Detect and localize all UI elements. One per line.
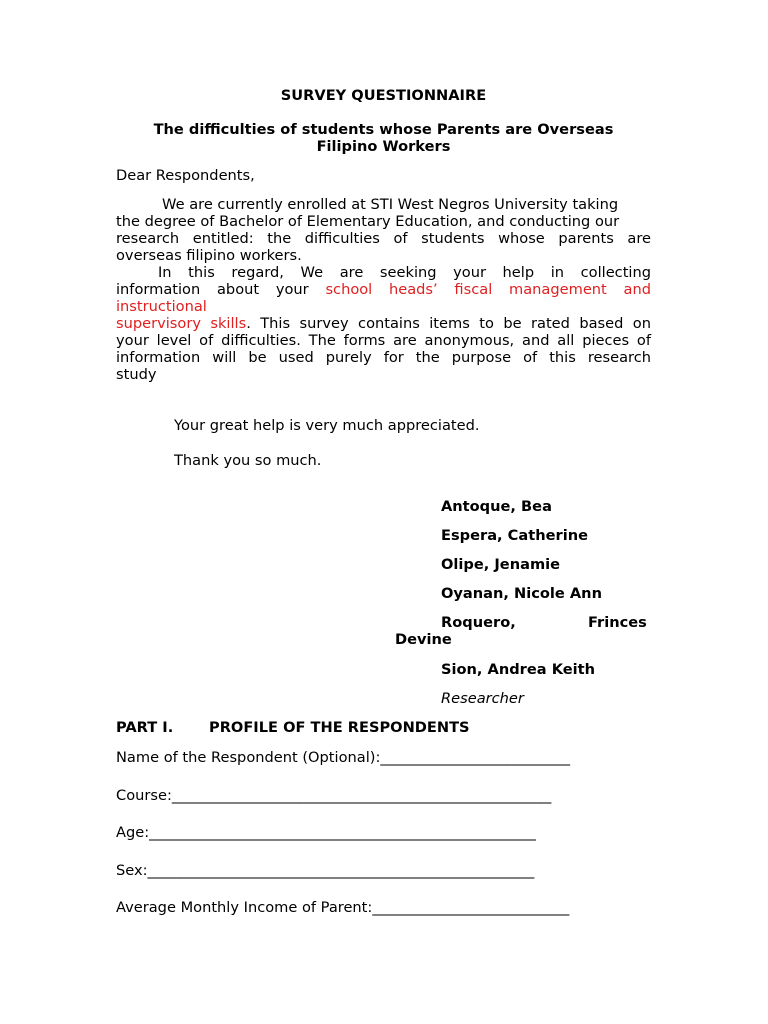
researcher-name-5-second: Frinces [588,614,647,631]
highlight-text-1: school heads’ fiscal management and [325,281,651,298]
part-number: PART I. [116,719,174,736]
researcher-name-1: Antoque, Bea [441,498,552,515]
para2-line7: study [116,366,157,383]
para2-line1: In this regard, We are seeking your help in collecting [158,264,651,281]
researcher-role: Researcher [441,690,524,707]
salutation: Dear Respondents, [116,167,255,184]
highlight-text-2: instructional [116,298,207,315]
part-heading: PROFILE OF THE RESPONDENTS [209,719,470,736]
para2-line2-text: information about your [116,281,326,298]
highlight-text-3: supervisory skills [116,315,247,332]
researcher-name-2: Espera, Catherine [441,527,588,544]
researcher-name-5-first: Roquero, [441,614,516,631]
para2-line4-text: . This survey contains items to be rated based on [246,315,651,332]
field-course[interactable]: Course:____________________________________________________ [116,787,552,804]
researcher-name-6: Sion, Andrea Keith [441,661,596,678]
field-age[interactable]: Age:_____________________________________________________ [116,824,536,841]
para1-line2: the degree of Bachelor of Elementary Education, and conducting our [116,213,620,230]
para1-line1: We are currently enrolled at STI West Negros University taking [162,196,619,213]
para2-line2 [116,281,651,298]
appreciation-text: Your great help is very much appreciated. [174,417,480,434]
para1-line3: research entitled: the difficulties of students whose parents are [116,230,651,247]
field-monthly-income[interactable]: Average Monthly Income of Parent:___________________________ [116,899,570,916]
para2-line4 [116,315,651,332]
thanks-text: Thank you so much. [174,452,322,469]
researcher-name-5-third: Devine [395,631,452,648]
researcher-name-3: Olipe, Jenamie [441,556,561,573]
field-respondent-name[interactable]: Name of the Respondent (Optional):__________________________ [116,749,571,766]
subtitle-line-1: The difficulties of students whose Parents are Overseas [153,121,614,138]
para2-line5: your level of difficulties. The forms are anonymous, and all pieces of [116,332,651,349]
field-sex[interactable]: Sex:_____________________________________________________ [116,862,535,879]
para1-line4: overseas filipino workers. [116,247,302,264]
subtitle-line-2: Filipino Workers [316,138,451,155]
document-title: SURVEY QUESTIONNAIRE [280,87,487,104]
para2-line6: information will be used purely for the purpose of this research [116,349,651,366]
researcher-name-4: Oyanan, Nicole Ann [441,585,602,602]
